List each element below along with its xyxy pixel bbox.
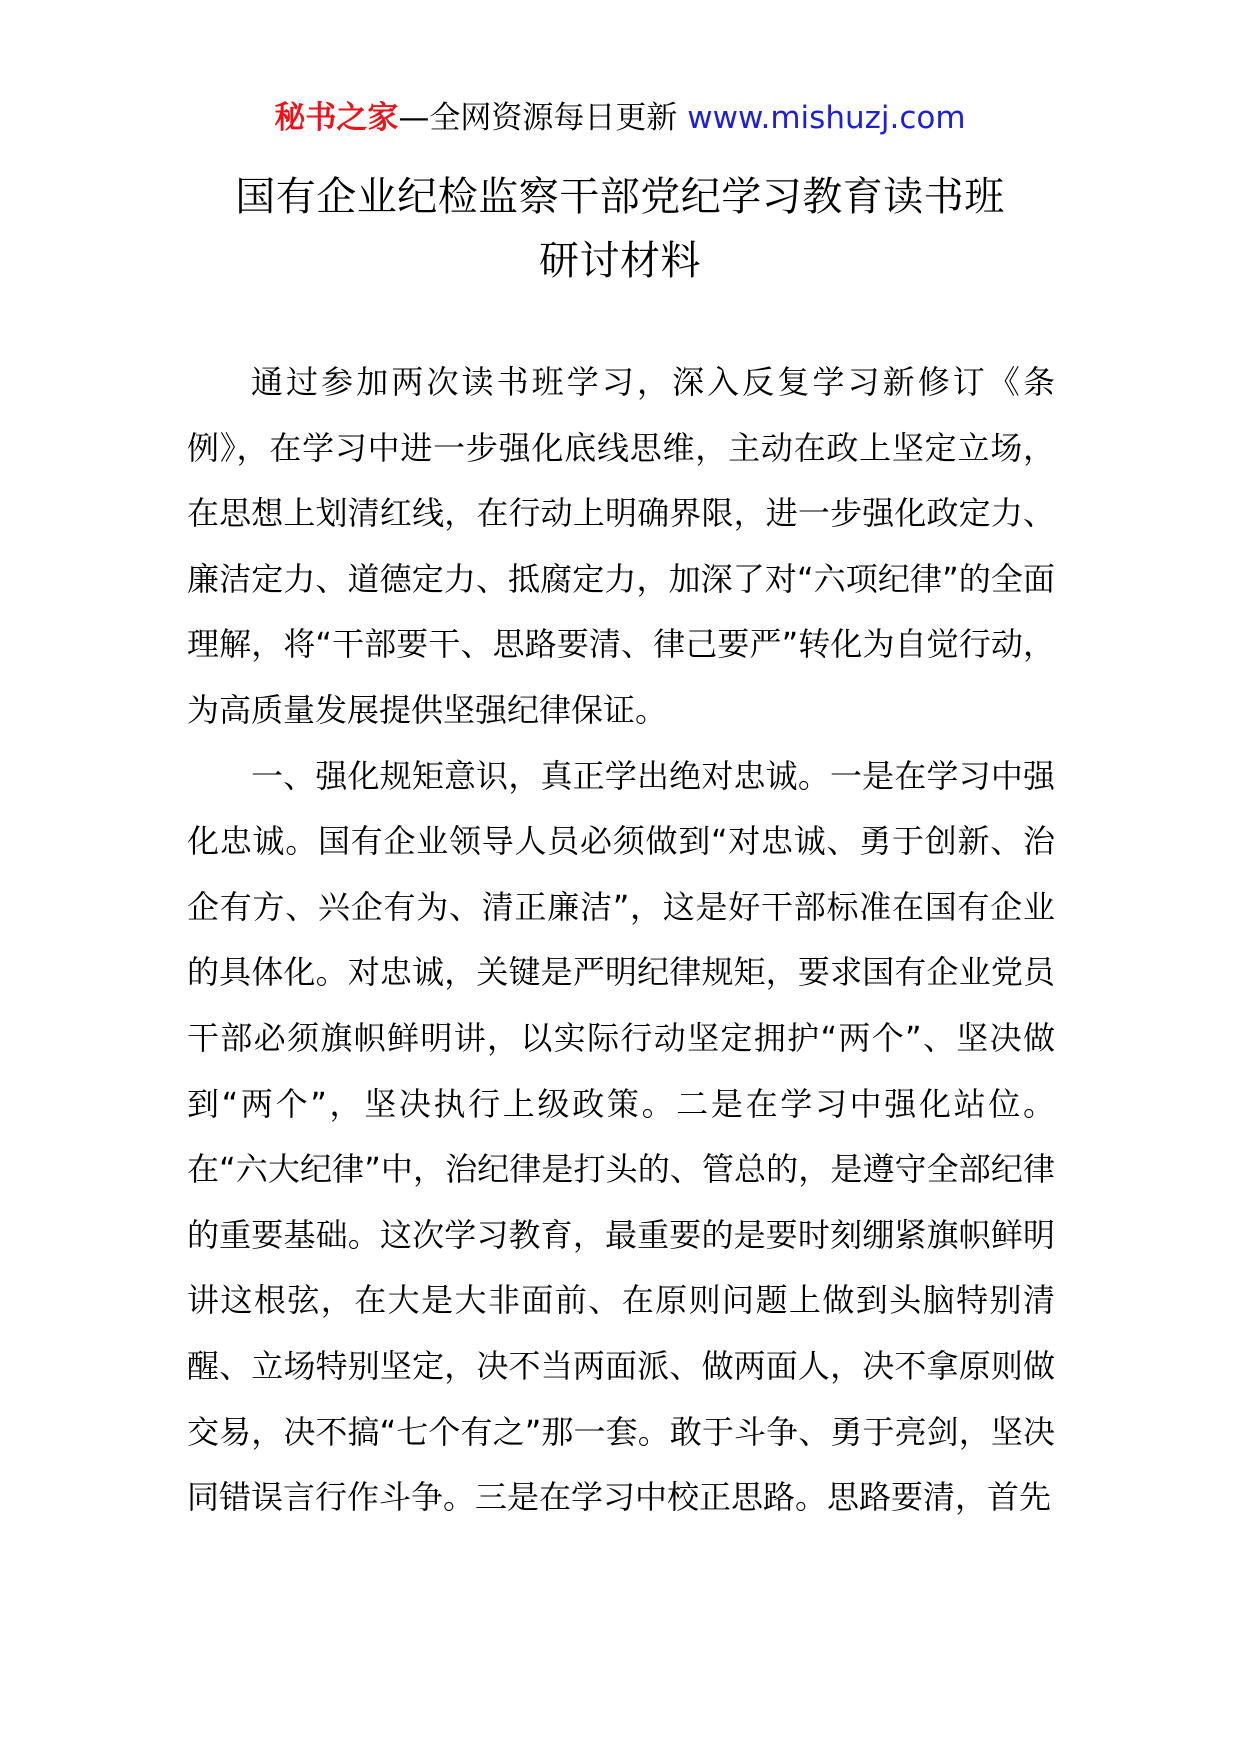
site-header [0, 98, 1240, 138]
document-title [0, 165, 1240, 293]
paragraph-intro: 通过参加两次读书班学习，深入反复学习新修订《条例》，在学习中进一步强化底线思维，主动在政上坚定立场，在思想上划清红线，在行动上明确界限，进一步强化政定力、廉洁定力、道德定力、抵腐定力，加深了对“六项纪律”的全面理解，将“干部要干、思路要清、律己要严”转化为自觉行动，为高质量发展提供坚强纪律保证。 [187, 363, 1055, 729]
header-tagline: —全网资源每日更新 [398, 100, 688, 136]
header-url-link[interactable]: www.mishuzj.com [687, 100, 966, 136]
document-body [187, 350, 1055, 1531]
title-line-1: 国有企业纪检监察干部党纪学习教育读书班 [235, 174, 1005, 220]
title-line-2: 研讨材料 [539, 238, 701, 284]
paragraph-section-1: 一、强化规矩意识，真正学出绝对忠诚。一是在学习中强化忠诚。国有企业领导人员必须做到“对忠诚、勇于创新、治企有方、兴企有为、清正廉洁”，这是好干部标准在国有企业的具体化。对忠诚，关键是严明纪律规矩，要求国有企业党员干部必须旗帜鲜明讲，以实际行动坚定拥护“两个”、坚决做到“两个”，坚决执行上级政策。二是在学习中强化站位。在“六大纪律”中，治纪律是打头的、管总的，是遵守全部纪律的重要基础。这次学习教育，最重要的是要时刻绷紧旗帜鲜明讲这根弦，在大是大非面前、在原则问题上做到头脑特别清醒、立场特别坚定，决不当两面派、做两面人，决不拿原则做交易，决不搞“七个有之”那一套。敢于斗争、勇于亮剑，坚决同错误言行作斗争。三是在学习中校正思路。思路要清，首先 [187, 756, 1055, 1517]
brand-name: 秘书之家 [274, 100, 399, 136]
